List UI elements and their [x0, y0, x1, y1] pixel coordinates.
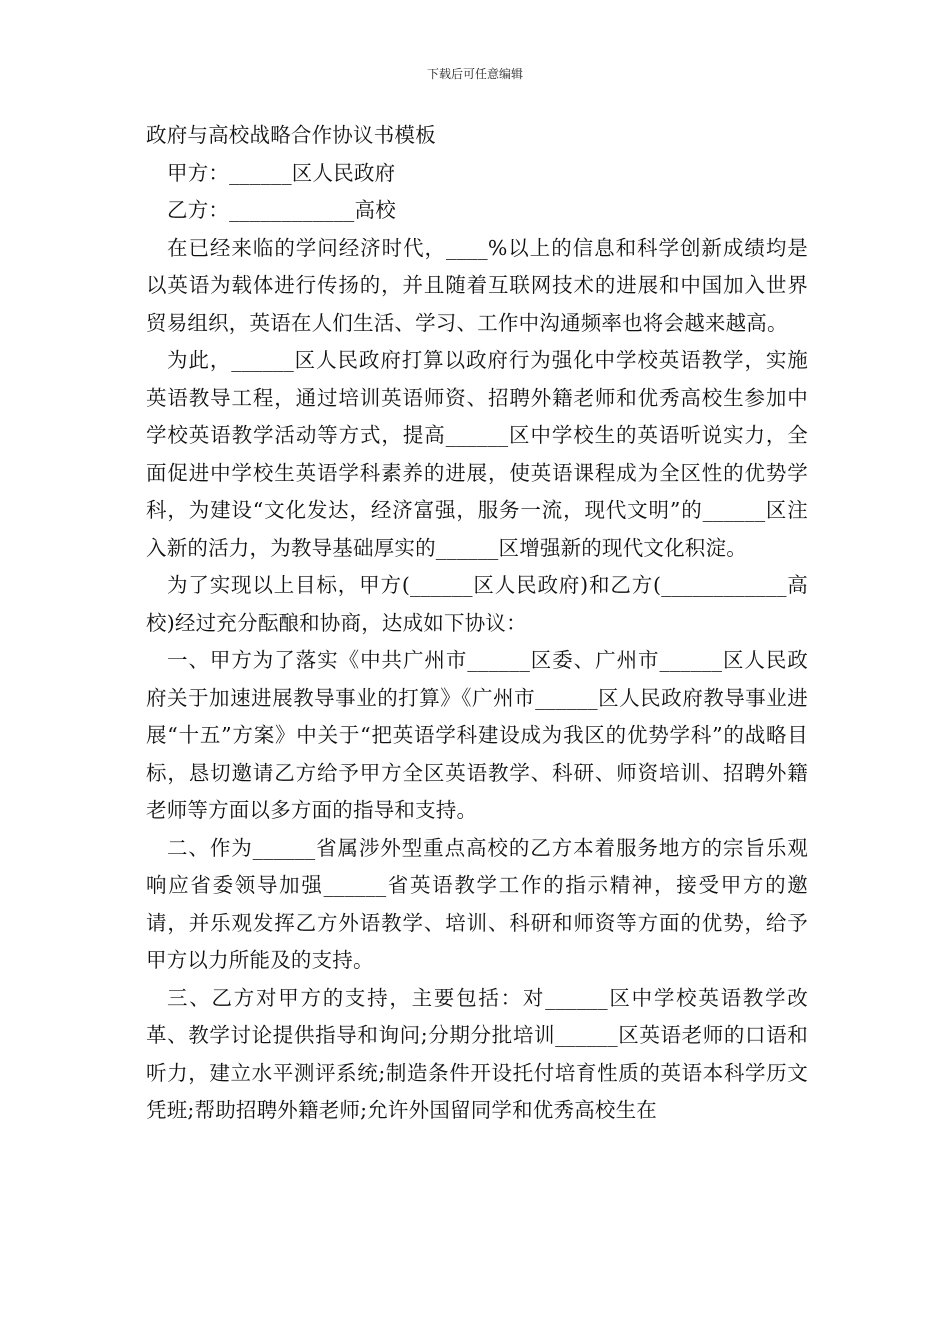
party-a-line: 甲方：______区人民政府: [167, 160, 396, 185]
document-body: [146, 117, 808, 1130]
clause-two: 二、作为______省属涉外型重点高校的乙方本着服务地方的宗旨乐观响应省委领导加强______省英语教学工作的指示精神，接受甲方的邀请，并乐观发挥乙方外语教学、培训、科研和师资等方面的优势，给予甲方以力所能及的支持。: [146, 835, 808, 972]
header-note: 下载后可任意编辑: [426, 67, 523, 81]
clause-three: 三、乙方对甲方的支持，主要包括：对______区中学校英语教学改革、教学讨论提供指导和询问;分期分批培训______区英语老师的口语和听力，建立水平测评系统;制造条件开设托付培育性质的英语本科学历文凭班;帮助招聘外籍老师;允许外国留同学和优秀高校生在: [146, 985, 808, 1122]
document-title: 政府与高校战略合作协议书模板: [146, 123, 436, 147]
paragraph-purpose: 为此，______区人民政府打算以政府行为强化中学校英语教学，实施英语教导工程，通过培训英语师资、招聘外籍老师和优秀高校生参加中学校英语教学活动等方式，提高______区中学校生的英语听说实力，全面促进中学校生英语学科素养的进展，使英语课程成为全区性的优势学科，为建设“文化发达，经济富强，服务一流，现代文明”的______区注入新的活力，为教导基础厚实的______区增强新的现代文化积淀。: [146, 348, 808, 560]
paragraph-intro: 在已经来临的学问经济时代，____%以上的信息和科学创新成绩均是以英语为载体进行传扬的，并且随着互联网技术的进展和中国加入世界贸易组织，英语在人们生活、学习、工作中沟通频率也将会越来越高。: [146, 235, 808, 335]
party-b-line: 乙方：____________高校: [167, 198, 396, 222]
paragraph-agreement: 为了实现以上目标，甲方(______区人民政府)和乙方(____________高校)经过充分酝酿和协商，达成如下协议：: [146, 573, 808, 635]
clause-one: 一、甲方为了落实《中共广州市______区委、广州市______区人民政府关于加速进展教导事业的打算》《广州市______区人民政府教导事业进展“十五”方案》中关于“把英语学科建设成为我区的优势学科”的战略目标，恳切邀请乙方给予甲方全区英语教学、科研、师资培训、招聘外籍老师等方面以多方面的指导和支持。: [146, 648, 808, 822]
